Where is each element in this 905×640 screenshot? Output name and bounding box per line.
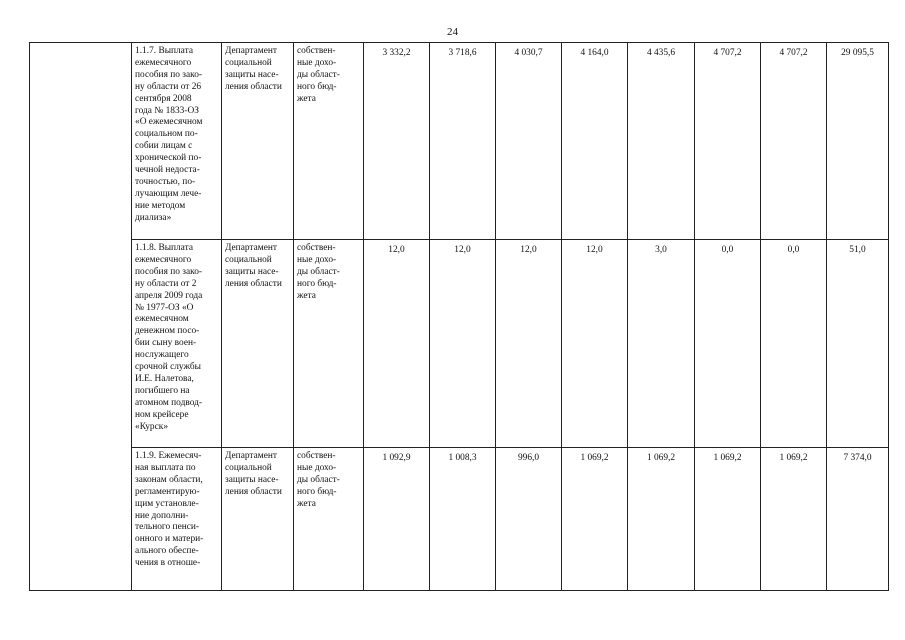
value-cell: 12,0 xyxy=(496,240,562,448)
value-cell: 4 707,2 xyxy=(761,43,827,240)
value-cell: 4 707,2 xyxy=(695,43,761,240)
total-cell: 7 374,0 xyxy=(827,448,889,591)
value-cell: 4 435,6 xyxy=(628,43,695,240)
item-cell: 1.1.8. Выплата ежемесячного пособия по зако- ну области от 2 апреля 2009 года № 1977-ОЗ «О ежемесячном денежном посо- бии сыну воен- нослужащего срочной службы И.Е. Налетова, погибшего на атомном подвод- ном крейсере «Курск» xyxy=(132,240,222,448)
item-cell: 1.1.9. Ежемесяч- ная выплата по законам области, регламентирую- щим установле- ние дополни- тельного пенси- онного и матери- ального обеспе- чения в отноше- xyxy=(132,448,222,591)
item-cell: 1.1.7. Выплата ежемесячного пособия по зако- ну области от 26 сентября 2008 года № 1833-ОЗ «О ежемесячном социальном по- собии лицам с хронической по- чечной недоста- точностью, по- лучающим лече- ние методом диализа» xyxy=(132,43,222,240)
empty-left-cell xyxy=(30,43,132,591)
budget-table xyxy=(29,42,889,591)
value-cell: 4 030,7 xyxy=(496,43,562,240)
source-cell: собствен- ные дохо- ды област- ного бюд- жета xyxy=(294,240,364,448)
department-cell: Департамент социальной защиты насе- ления области xyxy=(222,43,294,240)
value-cell: 1 092,9 xyxy=(364,448,430,591)
value-cell: 3 718,6 xyxy=(430,43,496,240)
value-cell: 996,0 xyxy=(496,448,562,591)
department-cell: Департамент социальной защиты насе- ления области xyxy=(222,240,294,448)
value-cell: 3,0 xyxy=(628,240,695,448)
value-cell: 12,0 xyxy=(364,240,430,448)
value-cell: 0,0 xyxy=(761,240,827,448)
value-cell: 1 069,2 xyxy=(761,448,827,591)
value-cell: 1 069,2 xyxy=(628,448,695,591)
value-cell: 4 164,0 xyxy=(562,43,628,240)
table-row xyxy=(30,448,889,591)
value-cell: 12,0 xyxy=(562,240,628,448)
source-cell: собствен- ные дохо- ды област- ного бюд- жета xyxy=(294,448,364,591)
department-cell: Департамент социальной защиты насе- ления области xyxy=(222,448,294,591)
value-cell: 1 008,3 xyxy=(430,448,496,591)
table-row xyxy=(30,43,889,240)
value-cell: 1 069,2 xyxy=(562,448,628,591)
total-cell: 51,0 xyxy=(827,240,889,448)
total-cell: 29 095,5 xyxy=(827,43,889,240)
table-row xyxy=(30,240,889,448)
value-cell: 1 069,2 xyxy=(695,448,761,591)
value-cell: 0,0 xyxy=(695,240,761,448)
page-number: 24 xyxy=(447,26,458,38)
value-cell: 12,0 xyxy=(430,240,496,448)
value-cell: 3 332,2 xyxy=(364,43,430,240)
source-cell: собствен- ные дохо- ды област- ного бюд- жета xyxy=(294,43,364,240)
